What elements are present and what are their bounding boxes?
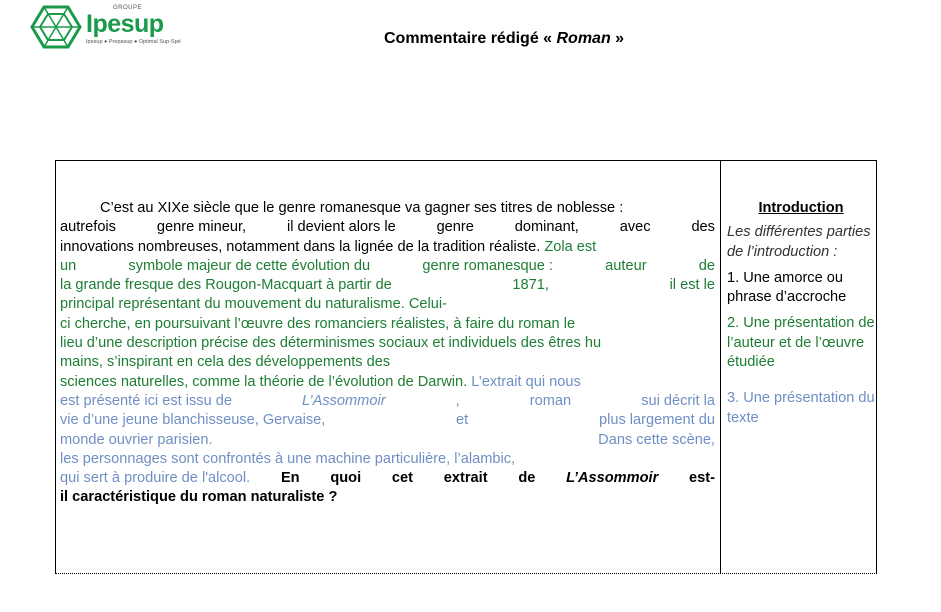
- text-segment: cet: [391, 470, 413, 487]
- hexagon-logo-icon: [30, 4, 82, 50]
- text-segment: En: [280, 470, 300, 487]
- text-segment: il est le: [669, 277, 715, 294]
- paragraph-line: [60, 199, 715, 218]
- text-segment: C’est au XIXe siècle que le genre romanesque va gagner ses titres de noblesse :: [100, 200, 624, 216]
- side-subheading: Les différentes parties de l’introduction :: [727, 224, 871, 260]
- logo-group-label: GROUPE: [113, 5, 143, 11]
- paragraph-line: [60, 257, 715, 276]
- side-item-author: 2. Une présentation de l’auteur et de l’œuvre étudiée: [727, 315, 875, 371]
- title-italic: Roman: [556, 30, 611, 47]
- text-segment: L’Assommoir: [302, 392, 386, 409]
- text-segment: principal représentant du mouvement du naturalisme. Celui-: [60, 296, 447, 313]
- text-segment: de: [698, 257, 715, 274]
- text-segment: L’Assommoir: [566, 470, 659, 487]
- text-segment: extrait: [443, 470, 488, 487]
- paragraph-line: [60, 450, 715, 469]
- text-segment: plus largement du: [598, 412, 715, 429]
- text-segment: L’extrait qui nous: [471, 373, 581, 390]
- title-suffix: »: [610, 30, 625, 47]
- text-segment: qui sert à produire de l'alcool.: [60, 470, 251, 487]
- column-divider: [720, 160, 721, 574]
- text-segment: la grande fresque des Rougon-Macquart à partir de: [60, 277, 392, 294]
- text-segment: autrefois: [60, 219, 116, 236]
- text-segment: est-: [689, 470, 715, 487]
- text-segment: roman: [529, 392, 572, 409]
- paragraph-line: [60, 469, 715, 488]
- paragraph-line: [60, 334, 715, 353]
- paragraph-line: [60, 238, 715, 257]
- text-segment: vie d’une jeune blanchisseuse, Gervaise,: [60, 412, 326, 429]
- side-item-hook: 1. Une amorce ou phrase d’accroche: [727, 269, 847, 306]
- margin-notes: [727, 199, 875, 428]
- logo-tagline: Ipesup ● Prepasup ● Optimal Sup-Spé: [86, 39, 181, 45]
- text-segment: est présenté ici est issu de: [60, 392, 232, 409]
- paragraph-line: [60, 431, 715, 450]
- text-segment: sui décrit la: [641, 392, 715, 409]
- text-segment: lieu d’une description précise des déterminismes sociaux et individuels des êtres hu: [60, 335, 602, 352]
- text-segment: genre: [436, 219, 474, 236]
- text-segment: ,: [455, 392, 460, 409]
- text-segment: quoi: [330, 470, 362, 487]
- text-segment: de: [518, 470, 536, 487]
- text-segment: 1871,: [512, 277, 549, 294]
- paragraph-line: [60, 276, 715, 295]
- text-segment: monde ouvrier parisien.: [60, 431, 213, 448]
- text-segment: sciences naturelles, comme la théorie de l’évolution de Darwin.: [60, 373, 472, 390]
- text-segment: et: [456, 412, 469, 429]
- text-segment: dominant,: [514, 219, 579, 236]
- paragraph-line: [60, 392, 715, 411]
- paragraph-line: [60, 295, 715, 314]
- introduction-paragraph: [60, 199, 715, 508]
- page-title: [384, 30, 624, 48]
- text-segment: il devient alors le: [286, 219, 396, 236]
- text-segment: avec: [619, 219, 651, 236]
- paragraph-line: [60, 315, 715, 334]
- text-segment: un: [60, 257, 77, 274]
- title-prefix: Commentaire rédigé «: [384, 30, 557, 47]
- side-item-text: 3. Une présentation du texte: [727, 390, 875, 426]
- paragraph-line: [60, 488, 715, 507]
- text-segment: il caractéristique du roman naturaliste ?: [60, 489, 338, 506]
- paragraph-line: [60, 411, 715, 430]
- text-segment: genre mineur,: [156, 219, 247, 236]
- text-segment: Dans cette scène,: [598, 431, 715, 448]
- text-segment: ci cherche, en poursuivant l’œuvre des romanciers réalistes, à faire du roman le: [60, 315, 576, 332]
- text-segment: innovations nombreuses, notamment dans la lignée de la tradition réaliste.: [60, 238, 545, 255]
- paragraph-line: [60, 218, 715, 237]
- paragraph-line: [60, 373, 715, 392]
- text-segment: symbole majeur de cette évolution du: [128, 257, 371, 274]
- ipesup-logo: [30, 4, 180, 50]
- text-segment: auteur: [605, 257, 647, 274]
- text-segment: mains, s’inspirant en cela des développements des: [60, 354, 391, 371]
- text-segment: des: [691, 219, 715, 236]
- logo-brand-name: Ipesup: [86, 10, 164, 38]
- text-segment: genre romanesque :: [422, 257, 553, 274]
- side-heading: Introduction: [758, 200, 844, 216]
- text-segment: les personnages sont confrontés à une machine particulière, l’alambic,: [60, 450, 516, 467]
- text-segment: Zola est: [544, 238, 597, 255]
- paragraph-line: [60, 353, 715, 372]
